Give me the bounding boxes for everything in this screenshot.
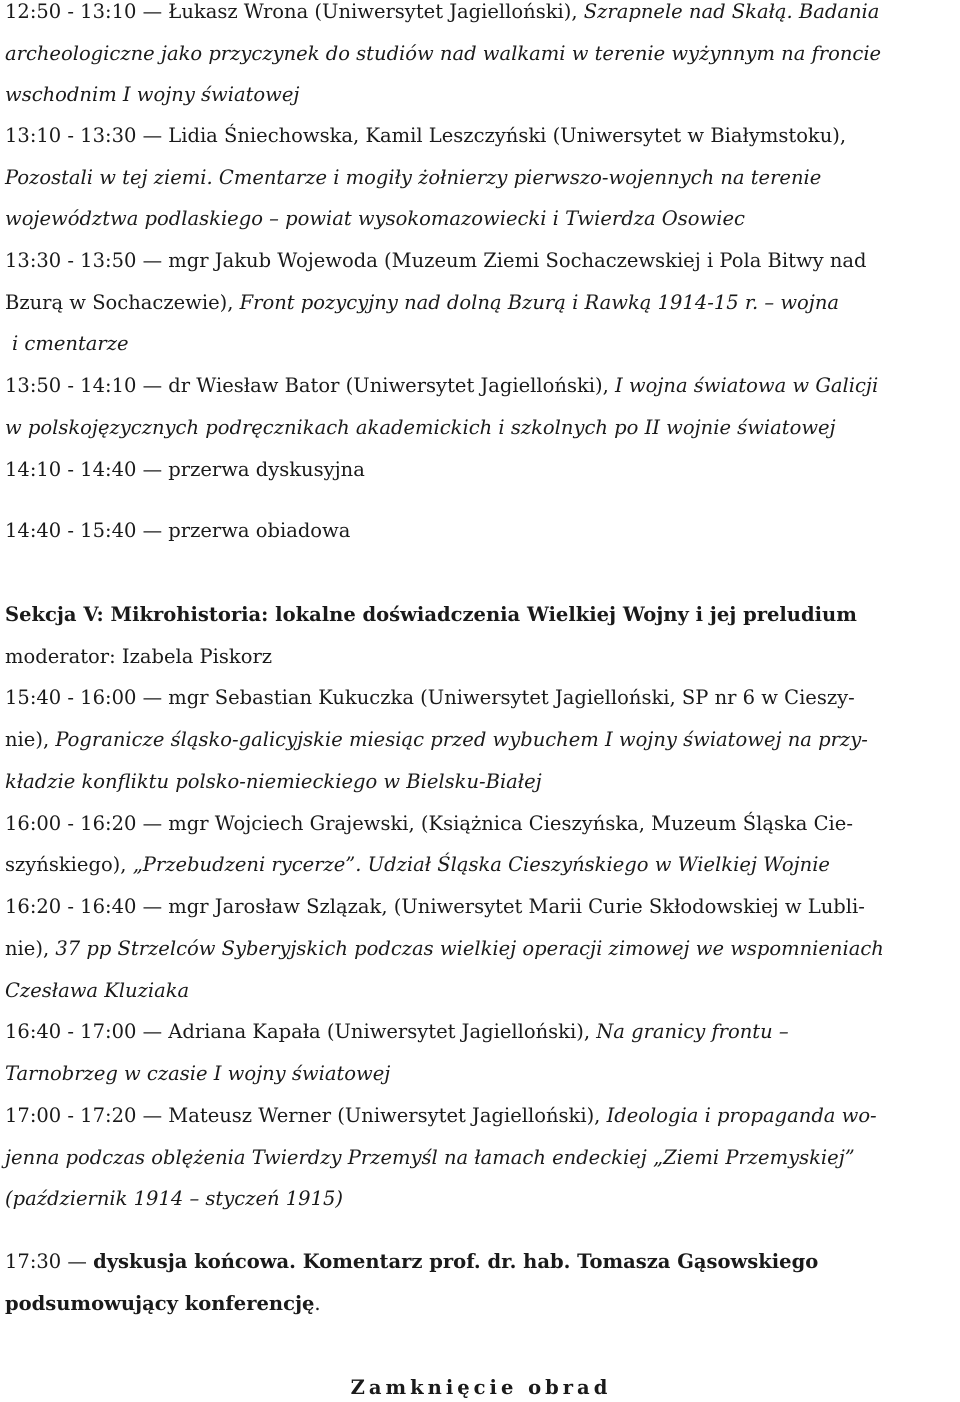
entry-9-line-1 xyxy=(5,1104,877,1128)
entry-1-line-3: wschodnim I wojny światowej xyxy=(5,83,300,106)
section-moderator: moderator: Izabela Piskorz xyxy=(5,645,273,668)
entry-3-line-1: 13:30 - 13:50 — mgr Jakub Wojewoda (Muzeum Ziemi Sochaczewskiej i Pola Bitwy nad xyxy=(5,249,867,272)
final-discussion-line-2 xyxy=(5,1292,321,1316)
entry-7-title-part: 37 pp Strzelców Syberyjskich podczas wielkiej operacji zimowej we wspomnieniach xyxy=(55,937,884,960)
entry-9-speaker: 17:00 - 17:20 — Mateusz Werner (Uniwersytet Jagielloński), xyxy=(5,1104,607,1127)
entry-3-line-2 xyxy=(5,291,839,315)
entry-6-line-1: 16:00 - 16:20 — mgr Wojciech Grajewski, (Książnica Cieszyńska, Muzeum Śląska Cie- xyxy=(5,812,853,835)
entry-9-title-part: Ideologia i propaganda wo- xyxy=(606,1104,877,1127)
final-time: 17:30 — xyxy=(5,1250,94,1273)
entry-6-affiliation: szyńskiego), xyxy=(5,853,133,876)
final-title-end: podsumowujący konferencję xyxy=(5,1292,315,1315)
entry-8-line-2: Tarnobrzeg w czasie I wojny światowej xyxy=(5,1062,391,1085)
entry-4-line-2: w polskojęzycznych podręcznikach akademickich i szkolnych po II wojnie światowej xyxy=(5,416,836,439)
entry-3-line-3: i cmentarze xyxy=(12,332,129,355)
entry-1-title-part: Szrapnele nad Skałą. Badania xyxy=(583,0,880,23)
entry-1-line-1 xyxy=(5,0,879,24)
entry-8-line-1 xyxy=(5,1020,789,1044)
entry-7-line-1: 16:20 - 16:40 — mgr Jarosław Szlązak, (Uniwersytet Marii Curie Skłodowskiej w Lubli- xyxy=(5,895,865,918)
entry-5-line-1: 15:40 - 16:00 — mgr Sebastian Kukuczka (Uniwersytet Jagielloński, SP nr 6 w Cieszy- xyxy=(5,686,855,709)
entry-5-title-part: Pogranicze śląsko-galicyjskie miesiąc przed wybuchem I wojny światowej na przy- xyxy=(55,728,868,751)
entry-1-line-2: archeologiczne jako przyczynek do studiów nad walkami w terenie wyżynnym na froncie xyxy=(5,42,882,65)
entry-2-line-2: Pozostali w tej ziemi. Cmentarze i mogiły żołnierzy pierwszo-wojennych na terenie xyxy=(5,166,822,189)
entry-5-line-2 xyxy=(5,728,868,752)
entry-2-line-1: 13:10 - 13:30 — Lidia Śniechowska, Kamil Leszczyński (Uniwersytet w Białymstoku), xyxy=(5,124,847,147)
closing-session: Zamknięcie obrad xyxy=(350,1376,612,1399)
entry-5-affiliation: nie), xyxy=(5,728,56,751)
entry-4-title-part: I wojna światowa w Galicji xyxy=(615,374,879,397)
entry-1-speaker: 12:50 - 13:10 — Łukasz Wrona (Uniwersytet Jagielloński), xyxy=(5,0,584,23)
entry-6-title: „Przebudzeni rycerze”. Udział Śląska Cieszyńskiego w Wielkiej Wojnie xyxy=(132,853,830,876)
entry-7-affiliation: nie), xyxy=(5,937,56,960)
section-title: Sekcja V: Mikrohistoria: lokalne doświadczenia Wielkiej Wojny i jej preludium xyxy=(5,603,857,626)
entry-2-line-3: województwa podlaskiego – powiat wysokomazowiecki i Twierdza Osowiec xyxy=(5,207,745,230)
entry-6-line-2 xyxy=(5,853,830,877)
entry-9-line-2: jenna podczas oblężenia Twierdzy Przemyśl na łamach endeckiej „Ziemi Przemyskiej” xyxy=(5,1146,855,1169)
entry-5-line-3: kładzie konfliktu polsko-niemieckiego w Bielsku-Białej xyxy=(5,770,542,793)
break-discussion: 14:10 - 14:40 — przerwa dyskusyjna xyxy=(5,458,365,481)
break-lunch: 14:40 - 15:40 — przerwa obiadowa xyxy=(5,519,351,542)
entry-8-title-part: Na granicy frontu – xyxy=(596,1020,789,1043)
entry-4-line-1 xyxy=(5,374,878,398)
entry-9-line-3: (październik 1914 – styczeń 1915) xyxy=(5,1187,344,1210)
final-period: . xyxy=(314,1292,321,1315)
entry-7-line-2 xyxy=(5,937,884,961)
entry-8-speaker: 16:40 - 17:00 — Adriana Kapała (Uniwersytet Jagielloński), xyxy=(5,1020,597,1043)
entry-3-affiliation: Bzurą w Sochaczewie), xyxy=(5,291,240,314)
entry-4-speaker: 13:50 - 14:10 — dr Wiesław Bator (Uniwersytet Jagielloński), xyxy=(5,374,616,397)
entry-7-line-3: Czesława Kluziaka xyxy=(5,979,190,1002)
final-title: dyskusja końcowa. Komentarz prof. dr. hab. Tomasza Gąsowskiego xyxy=(93,1250,819,1273)
final-discussion-line-1 xyxy=(5,1250,818,1274)
entry-3-title-part: Front pozycyjny nad dolną Bzurą i Rawką 1914-15 r. – wojna xyxy=(239,291,840,314)
